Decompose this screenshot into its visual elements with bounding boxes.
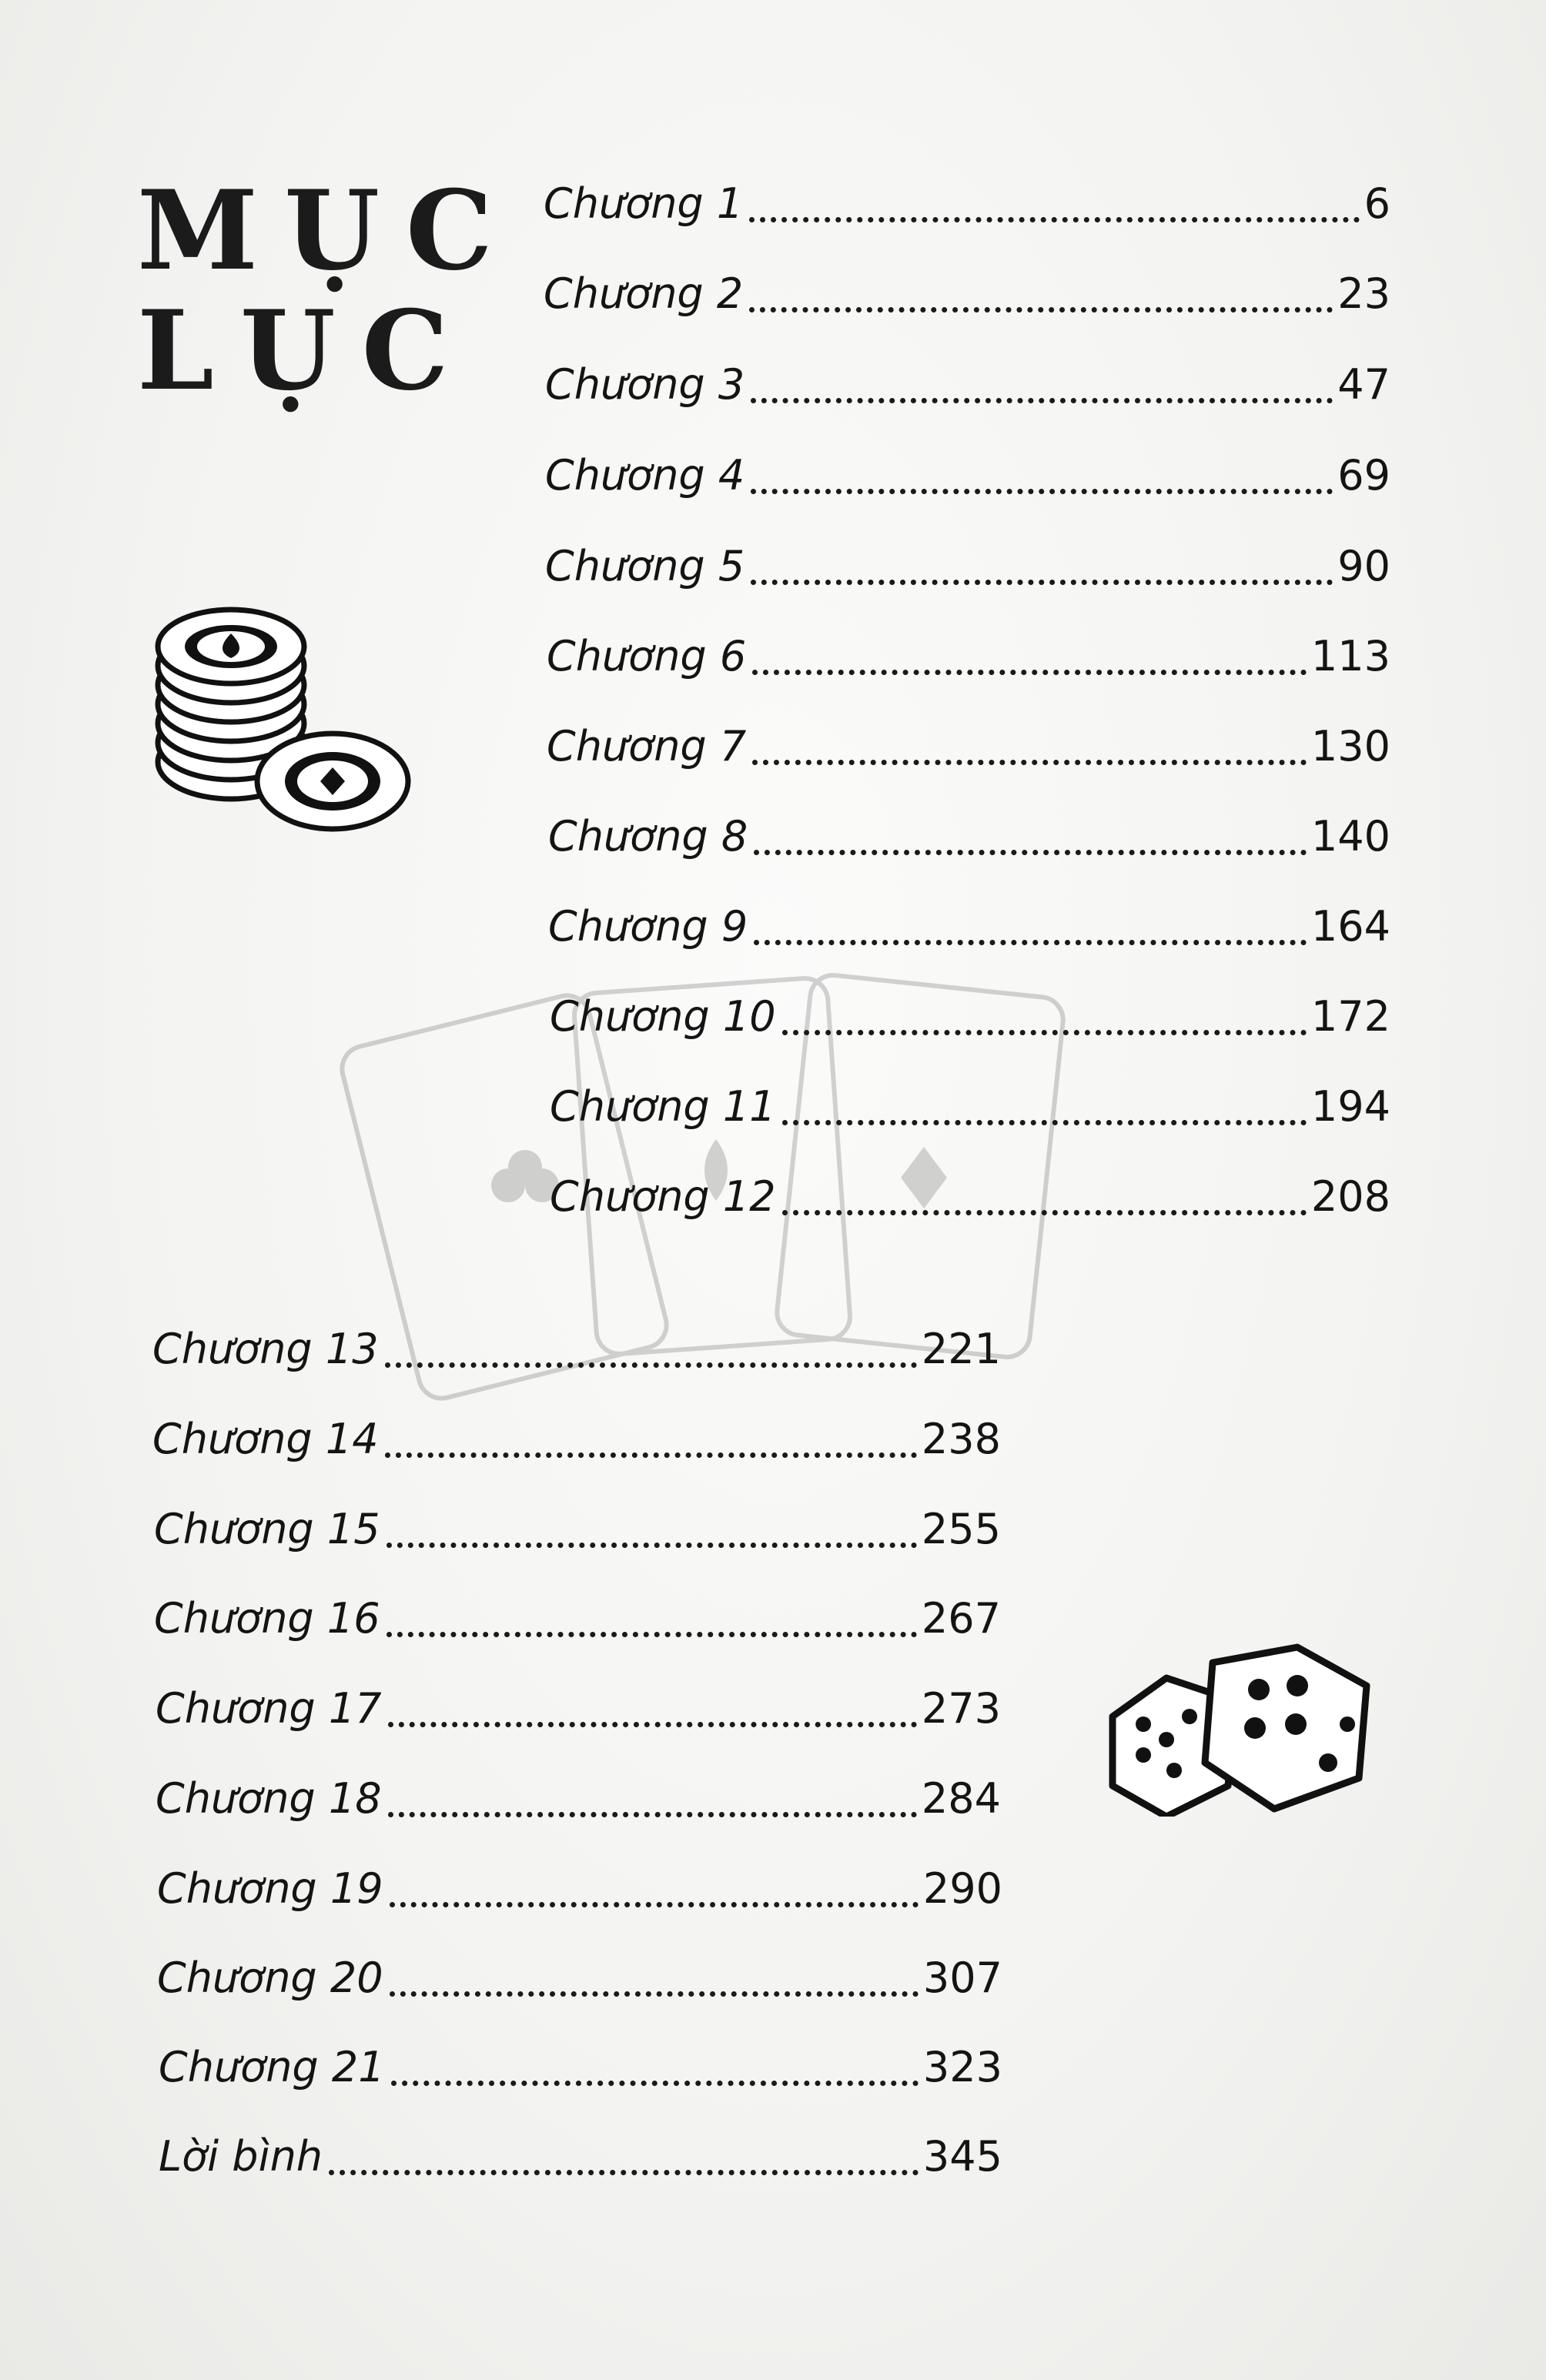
dice-icon <box>1097 1632 1390 1817</box>
toc-entry-chuong-3[interactable] <box>545 354 1390 416</box>
dot-leader <box>390 1991 919 1997</box>
toc-entry-page: 255 <box>921 1505 1001 1553</box>
toc-entry-page: 290 <box>922 1864 1002 1913</box>
toc-entry-label: Chương 2 <box>544 269 744 318</box>
dot-leader <box>385 1452 917 1458</box>
toc-entry-label: Chương 1 <box>544 179 744 228</box>
toc-entry-page: 47 <box>1337 360 1390 409</box>
title-line-1: MỤC <box>137 167 520 295</box>
toc-entry-page: 172 <box>1310 992 1390 1041</box>
toc-entry-chuong-1[interactable] <box>544 173 1390 235</box>
toc-entry-page: 23 <box>1337 269 1390 318</box>
toc-entry-label: Chương 3 <box>545 360 745 409</box>
table-of-contents-title <box>137 167 520 415</box>
toc-entry-label: Chương 12 <box>550 1172 776 1221</box>
toc-entry-chuong-13[interactable] <box>152 1319 1001 1380</box>
toc-entry-label: Chương 4 <box>545 451 745 500</box>
toc-entry-page: 140 <box>1310 812 1390 861</box>
toc-entry-label: Chương 14 <box>152 1415 379 1463</box>
toc-entry-chuong-19[interactable] <box>157 1858 1002 1920</box>
toc-entry-page: 345 <box>922 2132 1002 2181</box>
dot-leader <box>751 489 1333 494</box>
toc-entry-label: Chương 19 <box>157 1864 383 1913</box>
dot-leader <box>749 217 1359 222</box>
toc-entry-label: Chương 20 <box>157 1954 383 2002</box>
dot-leader <box>388 1722 917 1727</box>
toc-entry-page: 69 <box>1337 451 1390 500</box>
dot-leader <box>751 580 1333 585</box>
toc-entry-label: Chương 8 <box>548 812 748 861</box>
toc-entry-label: Chương 15 <box>154 1505 380 1553</box>
dot-leader <box>782 1210 1307 1215</box>
dot-leader <box>385 1362 917 1368</box>
toc-entry-page: 164 <box>1310 902 1390 951</box>
title-line-2: LỤC <box>137 287 475 415</box>
dot-leader <box>386 1632 917 1637</box>
dot-leader <box>391 2081 919 2086</box>
toc-entry-page: 323 <box>922 2043 1002 2091</box>
dot-leader <box>751 398 1333 403</box>
toc-entry-chuong-5[interactable] <box>545 536 1390 597</box>
toc-entry-page: 267 <box>921 1594 1001 1643</box>
toc-entry-label: Chương 6 <box>547 632 747 680</box>
dot-leader <box>782 1030 1307 1035</box>
toc-entry-chuong-6[interactable] <box>547 626 1390 687</box>
toc-entry-chuong-4[interactable] <box>545 445 1390 506</box>
toc-entry-label: Chương 17 <box>156 1684 382 1733</box>
toc-entry-page: 273 <box>921 1684 1001 1733</box>
dot-leader <box>329 2170 919 2175</box>
toc-entry-page: 6 <box>1364 179 1390 228</box>
toc-entry-chuong-21[interactable] <box>159 2037 1002 2098</box>
dot-leader <box>386 1543 917 1548</box>
toc-entry-page: 208 <box>1310 1172 1390 1221</box>
toc-entry-page: 284 <box>921 1774 1001 1823</box>
toc-entry-label: Chương 10 <box>550 992 776 1041</box>
dot-leader <box>388 1812 917 1817</box>
toc-entry-chuong-7[interactable] <box>547 716 1390 777</box>
toc-entry-label: Chương 7 <box>547 722 747 770</box>
toc-entry-page: 307 <box>922 1954 1002 2002</box>
poker-chips-icon <box>154 604 416 843</box>
toc-entry-chuong-17[interactable] <box>156 1678 1001 1740</box>
toc-entry-chuong-10[interactable] <box>550 986 1390 1048</box>
toc-entry-chuong-11[interactable] <box>550 1076 1390 1138</box>
toc-entry-label: Chương 16 <box>154 1594 380 1643</box>
toc-entry-chuong-15[interactable] <box>154 1499 1001 1560</box>
dot-leader <box>754 940 1307 945</box>
toc-entry-chuong-20[interactable] <box>157 1947 1002 2009</box>
toc-entry-label: Chương 13 <box>152 1325 379 1373</box>
toc-entry-label: Chương 18 <box>156 1774 382 1823</box>
toc-entry-label: Chương 11 <box>550 1082 776 1131</box>
toc-entry-chuong-12[interactable] <box>550 1166 1390 1228</box>
dot-leader <box>754 850 1307 855</box>
dot-leader <box>782 1120 1307 1125</box>
toc-entry-label: Chương 9 <box>548 902 748 951</box>
toc-entry-label: Chương 21 <box>159 2043 385 2091</box>
toc-entry-page: 113 <box>1310 632 1390 680</box>
dot-leader <box>752 670 1307 675</box>
toc-entry-chuong-16[interactable] <box>154 1588 1001 1650</box>
toc-entry-label: Lời bình <box>159 2132 323 2181</box>
dot-leader <box>752 760 1307 765</box>
toc-entry-page: 194 <box>1310 1082 1390 1131</box>
toc-entry-chuong-18[interactable] <box>156 1768 1001 1830</box>
toc-entry-page: 90 <box>1337 542 1390 590</box>
toc-entry-chuong-8[interactable] <box>548 806 1390 867</box>
toc-entry-page: 238 <box>921 1415 1001 1463</box>
dot-leader <box>749 307 1333 313</box>
toc-entry-chuong-9[interactable] <box>548 896 1390 958</box>
toc-entry-page: 221 <box>921 1325 1001 1373</box>
toc-entry-chuong-14[interactable] <box>152 1409 1001 1470</box>
dot-leader <box>390 1902 919 1907</box>
toc-entry-label: Chương 5 <box>545 542 745 590</box>
toc-entry-chuong-2[interactable] <box>544 263 1390 325</box>
toc-entry-loi-binh[interactable] <box>159 2126 1002 2188</box>
toc-entry-page: 130 <box>1310 722 1390 770</box>
